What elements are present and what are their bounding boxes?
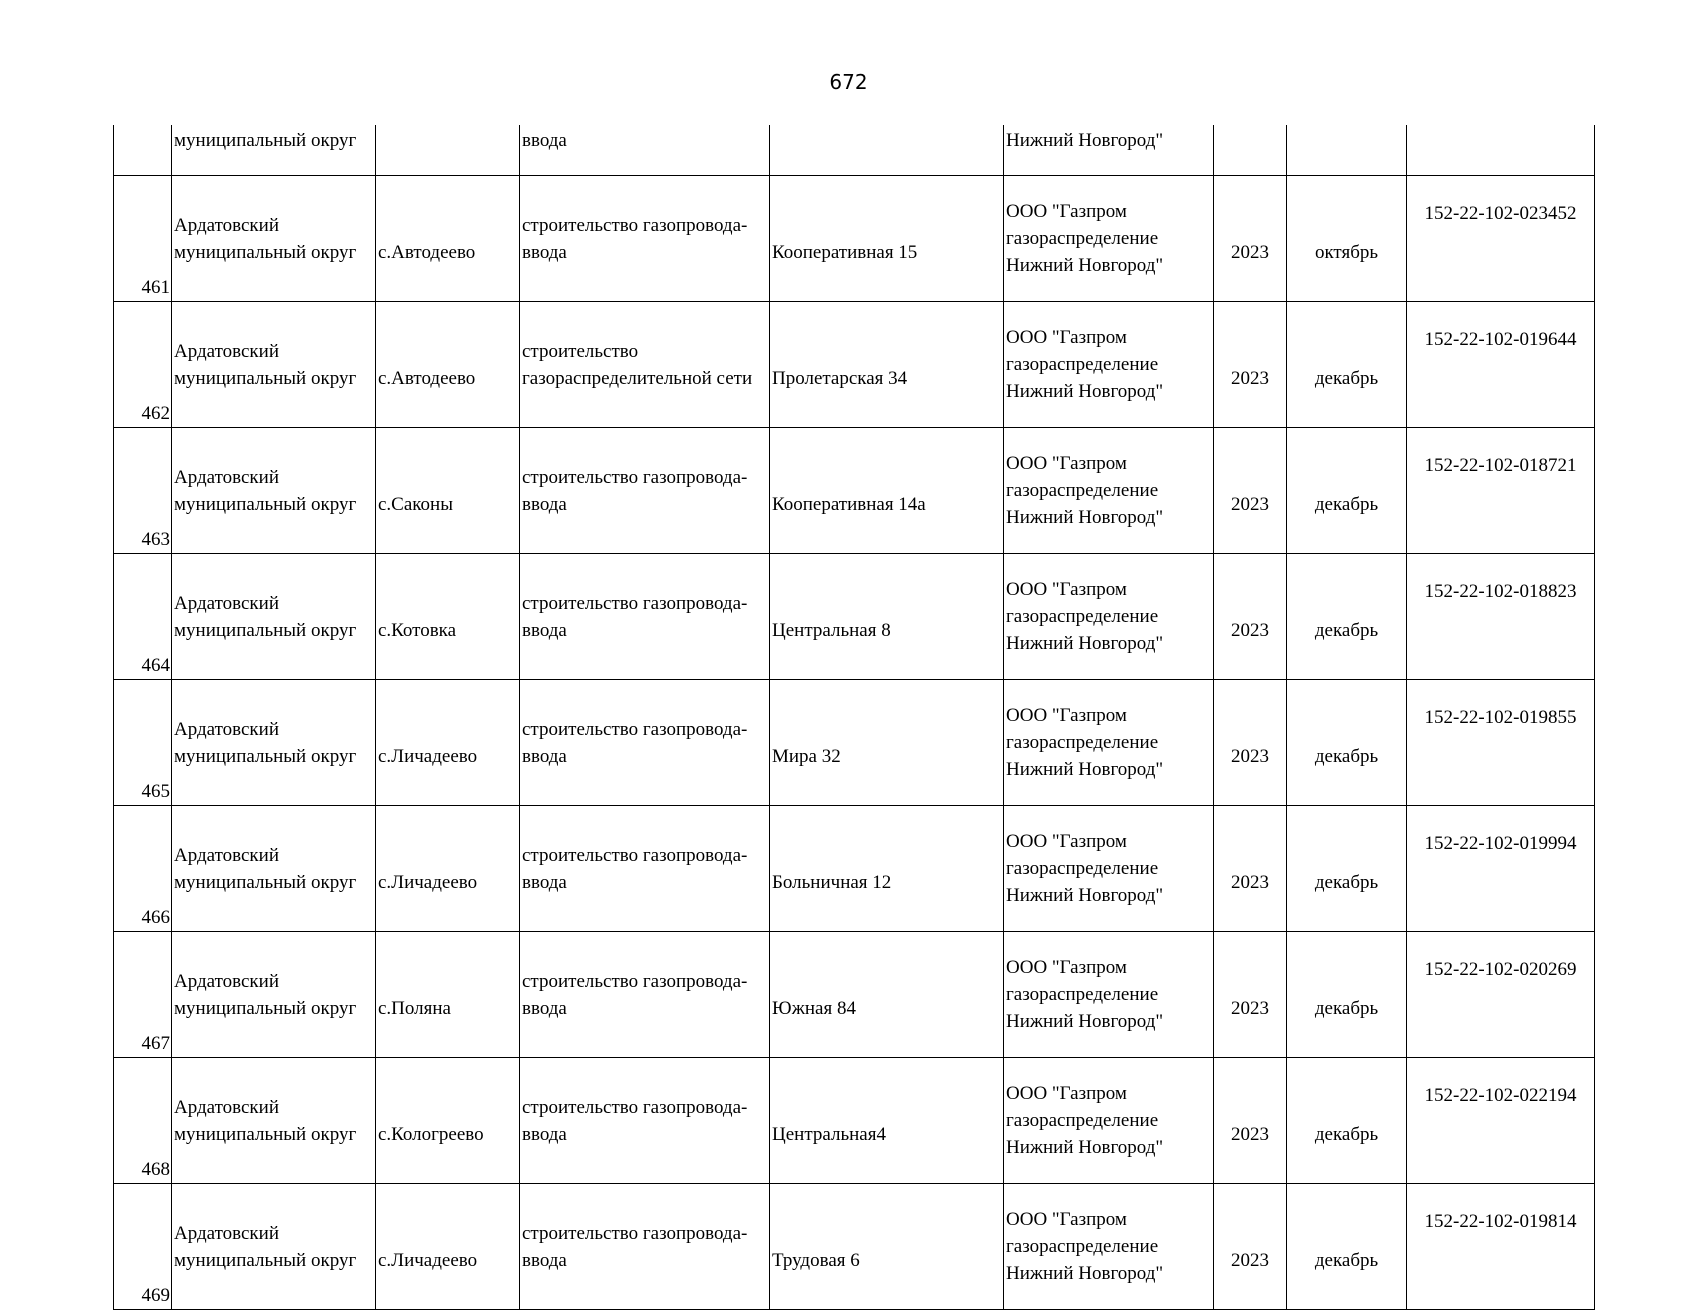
cell-text: 152-22-102-019855 [1424, 707, 1577, 728]
cell-text: 462 [141, 403, 170, 424]
cell-year [1214, 1058, 1287, 1184]
cell-text: 2023 [1231, 871, 1269, 893]
cell-num [114, 1058, 172, 1184]
cell-text: 2023 [1231, 619, 1269, 641]
cell-org [1004, 176, 1214, 302]
cell-year [1214, 125, 1287, 176]
cell-address [770, 125, 1004, 176]
cell-line: газораспределение [1006, 228, 1159, 249]
cell-line: Нижний Новгород" [1006, 759, 1164, 780]
cell-text: Больничная 12 [772, 871, 892, 893]
cell-text: 152-22-102-023452 [1424, 203, 1577, 224]
cell-settlement [376, 680, 520, 806]
cell-district [172, 428, 376, 554]
cell-line: ООО "Газпром [1006, 957, 1127, 978]
cell-org [1004, 1058, 1214, 1184]
cell-address [770, 1184, 1004, 1310]
cell-line: Нижний Новгород" [1006, 633, 1164, 654]
cell-year [1214, 1184, 1287, 1310]
cell-work [520, 806, 770, 932]
cell-work [520, 176, 770, 302]
cell-text: 2023 [1231, 241, 1269, 263]
cell-line: ввода [522, 241, 567, 263]
cell-line: Ардатовский [174, 214, 279, 236]
cell-text: декабрь [1314, 367, 1379, 389]
cell-line: газораспределение [1006, 480, 1159, 501]
cell-work [520, 1184, 770, 1310]
cell-settlement [376, 125, 520, 176]
cell-address [770, 302, 1004, 428]
cell-text: Центральная 8 [772, 619, 891, 641]
cell-address [770, 554, 1004, 680]
cell-text: Кооперативная 14а [772, 493, 926, 515]
cell-work: ввода [520, 125, 770, 176]
cell-settlement [376, 1184, 520, 1310]
cell-code [1407, 932, 1595, 1058]
cell-line: Нижний Новгород" [1006, 507, 1164, 528]
cell-line: Нижний Новгород" [1006, 885, 1164, 906]
cell-text: Южная 84 [772, 997, 856, 1019]
cell-line: Ардатовский [174, 970, 279, 992]
cell-line: ООО "Газпром [1006, 705, 1127, 726]
cell-text: Трудовая 6 [772, 1249, 860, 1271]
cell-year [1214, 932, 1287, 1058]
table-row [114, 428, 1595, 554]
cell-work [520, 932, 770, 1058]
cell-line: муниципальный округ [174, 367, 357, 389]
cell-month [1287, 125, 1407, 176]
cell-text: 152-22-102-019994 [1424, 833, 1577, 854]
cell-settlement [376, 176, 520, 302]
cell-org [1004, 1184, 1214, 1310]
cell-text: 466 [141, 907, 170, 928]
cell-month [1287, 932, 1407, 1058]
table-row [114, 302, 1595, 428]
cell-line: Ардатовский [174, 466, 279, 488]
cell-settlement [376, 1058, 520, 1184]
cell-text: декабрь [1314, 1249, 1379, 1271]
cell-org [1004, 302, 1214, 428]
cell-address [770, 428, 1004, 554]
cell-code [1407, 176, 1595, 302]
cell-year [1214, 680, 1287, 806]
cell-text: 152-22-102-019644 [1424, 329, 1577, 350]
cell-line: Нижний Новгород" [1006, 255, 1164, 276]
cell-line: ООО "Газпром [1006, 1209, 1127, 1230]
cell-org [1004, 428, 1214, 554]
cell-line: ввода [522, 1123, 567, 1145]
cell-num [114, 125, 172, 176]
cell-org [1004, 554, 1214, 680]
cell-code [1407, 554, 1595, 680]
cell-address [770, 1058, 1004, 1184]
cell-code [1407, 1184, 1595, 1310]
cell-line: ООО "Газпром [1006, 579, 1127, 600]
cell-text: декабрь [1314, 493, 1379, 515]
cell-text: с.Личадеево [378, 1249, 478, 1271]
cell-address [770, 176, 1004, 302]
cell-text: Мира 32 [772, 745, 841, 767]
cell-text: декабрь [1314, 1123, 1379, 1145]
cell-year [1214, 428, 1287, 554]
cell-line: муниципальный округ [174, 745, 357, 767]
cell-line: Ардатовский [174, 1096, 279, 1118]
cell-month [1287, 806, 1407, 932]
cell-text: с.Котовка [378, 619, 457, 641]
cell-text: октябрь [1314, 241, 1379, 263]
cell-line: строительство газопровода- [522, 592, 748, 614]
cell-text: декабрь [1314, 871, 1379, 893]
cell-month [1287, 302, 1407, 428]
cell-text: 2023 [1231, 745, 1269, 767]
cell-num [114, 680, 172, 806]
cell-line: строительство [522, 340, 639, 362]
cell-district [172, 554, 376, 680]
cell-line: муниципальный округ [174, 997, 357, 1019]
cell-text: 152-22-102-020269 [1424, 959, 1577, 980]
cell-text: с.Личадеево [378, 871, 478, 893]
cell-line: газораспределение [1006, 1236, 1159, 1257]
cell-text: 2023 [1231, 493, 1269, 515]
cell-text: 152-22-102-019814 [1424, 1211, 1577, 1232]
cell-line: строительство газопровода- [522, 970, 748, 992]
cell-org [1004, 932, 1214, 1058]
cell-work [520, 680, 770, 806]
cell-district: муниципальный округ [172, 125, 376, 176]
cell-month [1287, 554, 1407, 680]
cell-text: декабрь [1314, 745, 1379, 767]
cell-district [172, 932, 376, 1058]
cell-line: Нижний Новгород" [1006, 1263, 1164, 1284]
cell-line: Ардатовский [174, 718, 279, 740]
cell-org [1004, 680, 1214, 806]
cell-text: с.Автодеево [378, 241, 476, 263]
cell-district [172, 1058, 376, 1184]
cell-code [1407, 806, 1595, 932]
table-row [114, 1184, 1595, 1310]
cell-code [1407, 1058, 1595, 1184]
cell-line: Ардатовский [174, 1222, 279, 1244]
cell-text: 2023 [1231, 1249, 1269, 1271]
cell-line: строительство газопровода- [522, 1222, 748, 1244]
cell-work [520, 302, 770, 428]
cell-year [1214, 806, 1287, 932]
cell-work [520, 428, 770, 554]
cell-num [114, 428, 172, 554]
cell-text: с.Автодеево [378, 367, 476, 389]
cell-line: газораспределение [1006, 1110, 1159, 1131]
cell-line: строительство газопровода- [522, 214, 748, 236]
cell-line: ввода [522, 997, 567, 1019]
cell-text: Пролетарская 34 [772, 367, 908, 389]
cell-line: муниципальный округ [174, 1249, 357, 1271]
cell-line: Нижний Новгород" [1006, 1011, 1164, 1032]
cell-line: муниципальный округ [174, 619, 357, 641]
cell-line: строительство газопровода- [522, 1096, 748, 1118]
table-row [114, 176, 1595, 302]
cell-district [172, 302, 376, 428]
cell-line: ООО "Газпром [1006, 453, 1127, 474]
cell-month [1287, 1058, 1407, 1184]
cell-text: 469 [141, 1285, 170, 1306]
cell-text: 152-22-102-018823 [1424, 581, 1577, 602]
cell-num [114, 176, 172, 302]
cell-line: газораспределение [1006, 354, 1159, 375]
cell-year [1214, 554, 1287, 680]
cell-line: газораспределение [1006, 606, 1159, 627]
cell-settlement [376, 428, 520, 554]
cell-line: муниципальный округ [174, 1123, 357, 1145]
cell-month [1287, 680, 1407, 806]
cell-line: ввода [522, 871, 567, 893]
cell-line: Ардатовский [174, 592, 279, 614]
cell-num [114, 1184, 172, 1310]
cell-text: 2023 [1231, 997, 1269, 1019]
cell-line: Ардатовский [174, 340, 279, 362]
cell-text: с.Поляна [378, 997, 451, 1019]
cell-line: ввода [522, 745, 567, 767]
cell-text: Кооперативная 15 [772, 241, 918, 263]
cell-org: Нижний Новгород" [1004, 125, 1214, 176]
cell-address [770, 680, 1004, 806]
cell-line: Нижний Новгород" [1006, 381, 1164, 402]
cell-line: газораспределение [1006, 984, 1159, 1005]
cell-line: газораспределение [1006, 732, 1159, 753]
cell-year [1214, 302, 1287, 428]
cell-line: строительство газопровода- [522, 466, 748, 488]
cell-district [172, 1184, 376, 1310]
cell-text: 461 [141, 277, 170, 298]
cell-code [1407, 680, 1595, 806]
cell-num [114, 806, 172, 932]
cell-line: ввода [522, 619, 567, 641]
cell-line: муниципальный округ [174, 871, 357, 893]
cell-line: ООО "Газпром [1006, 201, 1127, 222]
cell-line: муниципальный округ [174, 493, 357, 515]
cell-line: газораспределение [1006, 858, 1159, 879]
cell-settlement [376, 932, 520, 1058]
cell-text: с.Саконы [378, 493, 453, 515]
cell-line: строительство газопровода- [522, 718, 748, 740]
cell-address [770, 932, 1004, 1058]
cell-text: декабрь [1314, 997, 1379, 1019]
cell-settlement [376, 554, 520, 680]
cell-text: 467 [141, 1033, 170, 1054]
cell-num [114, 932, 172, 1058]
cell-text: 2023 [1231, 1123, 1269, 1145]
page-number: 672 [829, 70, 868, 94]
cell-line: ООО "Газпром [1006, 327, 1127, 348]
cell-text: с.Кологреево [378, 1123, 484, 1145]
cell-line: ввода [522, 493, 567, 515]
cell-district [172, 680, 376, 806]
cell-work [520, 1058, 770, 1184]
cell-code [1407, 428, 1595, 554]
table-row [114, 554, 1595, 680]
cell-line: ООО "Газпром [1006, 831, 1127, 852]
cell-num [114, 554, 172, 680]
cell-line: строительство газопровода- [522, 844, 748, 866]
cell-month [1287, 428, 1407, 554]
cell-settlement [376, 302, 520, 428]
gas-connection-table [113, 125, 1595, 1310]
cell-text: 152-22-102-018721 [1424, 455, 1577, 476]
cell-text: декабрь [1314, 619, 1379, 641]
cell-num [114, 302, 172, 428]
cell-line: Ардатовский [174, 844, 279, 866]
table-row [114, 932, 1595, 1058]
cell-address [770, 806, 1004, 932]
table-row [114, 680, 1595, 806]
cell-code [1407, 302, 1595, 428]
cell-text: 468 [141, 1159, 170, 1180]
table-row [114, 806, 1595, 932]
cell-district [172, 806, 376, 932]
cell-year [1214, 176, 1287, 302]
cell-line: ООО "Газпром [1006, 1083, 1127, 1104]
cell-line: ввода [522, 1249, 567, 1271]
cell-text: 465 [141, 781, 170, 802]
cell-settlement [376, 806, 520, 932]
cell-line: Нижний Новгород" [1006, 1137, 1164, 1158]
cell-code [1407, 125, 1595, 176]
cell-text: 463 [141, 529, 170, 550]
cell-work [520, 554, 770, 680]
cell-district [172, 176, 376, 302]
cell-month [1287, 176, 1407, 302]
cell-line: газораспределительной сети [522, 367, 753, 389]
cell-line: муниципальный округ [174, 241, 357, 263]
cell-text: Центральная4 [772, 1123, 886, 1145]
cell-text: с.Личадеево [378, 745, 478, 767]
continuation-row [114, 125, 1595, 176]
cell-text: 464 [141, 655, 170, 676]
cell-text: 2023 [1231, 367, 1269, 389]
table-body [114, 125, 1595, 1310]
cell-month [1287, 1184, 1407, 1310]
cell-org [1004, 806, 1214, 932]
cell-text: 152-22-102-022194 [1424, 1085, 1577, 1106]
table-row [114, 1058, 1595, 1184]
